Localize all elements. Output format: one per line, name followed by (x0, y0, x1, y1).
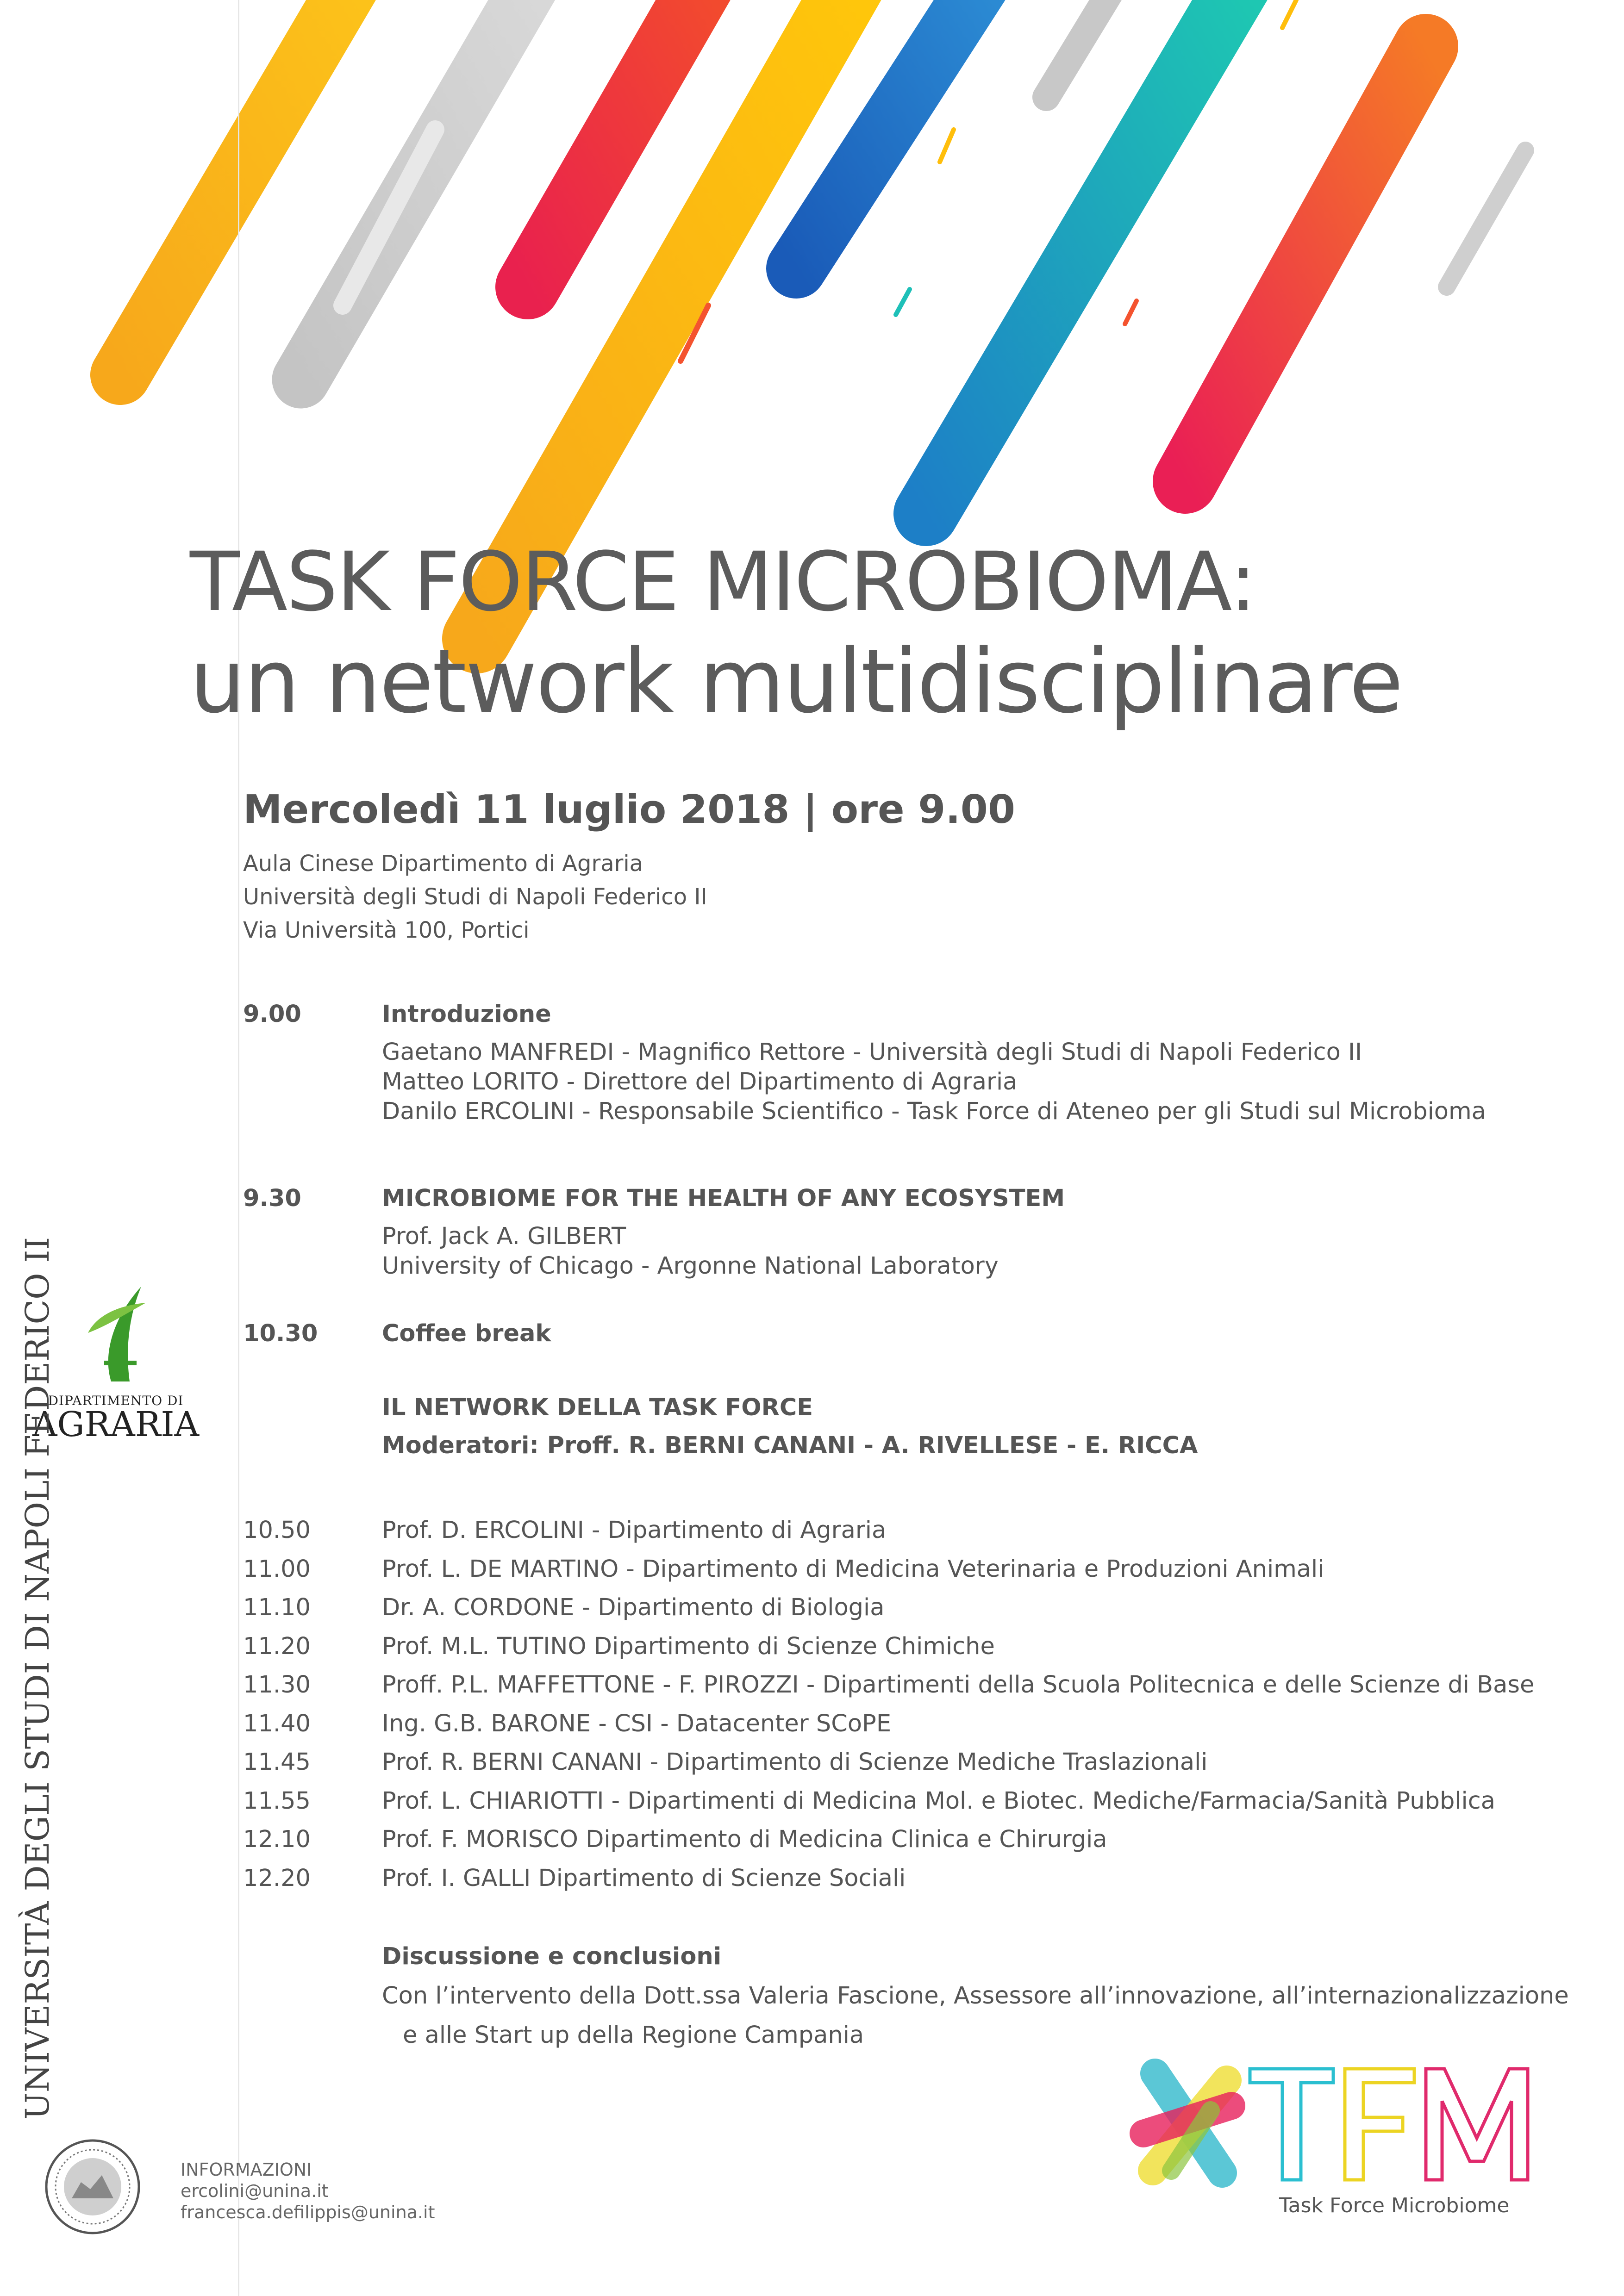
intro-title: Introduzione (382, 1001, 551, 1028)
agraria-line-2: AGRARIA (32, 1405, 200, 1444)
venue-line: Via Università 100, Portici (243, 917, 530, 943)
stripe-accent-5 (1282, 0, 1296, 28)
keynote-affiliation: University of Chicago - Argonne National Laboratory (382, 1252, 999, 1280)
event-date: Mercoledì 11 luglio 2018 | ore 9.00 (243, 787, 1016, 833)
coffee-title: Coffee break (382, 1320, 551, 1347)
page-title (190, 532, 1402, 731)
agraria-line-1: DIPARTIMENTO DI (48, 1393, 184, 1408)
talk-text: Prof. L. CHIARIOTTI - Dipartimenti di Medicina Mol. e Biotec. Mediche/Farmacia/Sanità Pubblica (382, 1787, 1495, 1815)
program-closing (382, 1937, 1569, 2055)
closing-line: e alle Start up della Regione Campania (403, 2022, 864, 2049)
talk-text: Prof. I. GALLI Dipartimento di Scienze Sociali (382, 1864, 906, 1892)
agraria-logo (32, 1282, 200, 1444)
stripe-coral (1185, 46, 1426, 481)
closing-title: Discussione e conclusioni (382, 1943, 722, 1970)
contact-info (181, 2159, 435, 2223)
intro-speaker: Matteo LORITO - Direttore del Dipartimento di Agraria (382, 1068, 1018, 1095)
talk-time: 11.45 (243, 1748, 311, 1776)
talk-text: Prof. D. ERCOLINI - Dipartimento di Agraria (382, 1517, 887, 1544)
talk-time: 11.00 (243, 1555, 311, 1583)
university-seal-icon (44, 2138, 141, 2235)
talk-text: Prof. F. MORISCO Dipartimento di Medicina Clinica e Chirurgia (382, 1826, 1107, 1853)
network-moderators: Moderatori: Proff. R. BERNI CANANI - A. RIVELLESE - E. RICCA (382, 1432, 1198, 1459)
keynote-speaker: Prof. Jack A. GILBERT (382, 1223, 626, 1250)
talk-text: Prof. L. DE MARTINO - Dipartimento di Medicina Veterinaria e Produzioni Animali (382, 1555, 1324, 1583)
talk-time: 11.40 (243, 1710, 311, 1737)
talk-text: Ing. G.B. BARONE - CSI - Datacenter SCoPE (382, 1710, 892, 1737)
talk-text: Prof. M.L. TUTINO Dipartimento di Scienze Chimiche (382, 1632, 995, 1660)
coffee-time: 10.30 (243, 1320, 318, 1347)
keynote-title: MICROBIOME FOR THE HEALTH OF ANY ECOSYSTEM (382, 1185, 1065, 1212)
info-label: INFORMAZIONI (181, 2159, 312, 2180)
intro-body (382, 1000, 1486, 1126)
intro-speaker: Gaetano MANFREDI - Magnifico Rettore - Università degli Studi di Napoli Federico II (382, 1039, 1362, 1066)
agraria-leaf-icon (60, 1282, 171, 1388)
intro-speaker: Danilo ERCOLINI - Responsabile Scientifico - Task Force di Ateneo per gli Studi sul Microbioma (382, 1098, 1486, 1125)
talk-time: 11.10 (243, 1594, 311, 1621)
tfm-tagline: Task Force Microbiome (1279, 2194, 1510, 2217)
venue-line: Aula Cinese Dipartimento di Agraria (243, 851, 643, 877)
info-email: ercolini@unina.it (181, 2181, 329, 2201)
stripe-accent-2 (940, 130, 954, 162)
keynote-body (382, 1184, 1065, 1281)
talk-time: 11.20 (243, 1632, 311, 1660)
closing-line: Con l’intervento della Dott.ssa Valeria Fascione, Assessore all’innovazione, all’internazionalizzazione (382, 1982, 1569, 2010)
tfm-x-icon (1143, 2073, 1231, 2173)
title-line-1: TASK FORCE MICROBIOMA: (190, 535, 1255, 629)
vertical-divider (238, 0, 239, 2296)
event-venue (243, 847, 707, 947)
talk-time: 11.55 (243, 1787, 311, 1815)
stripe-accent-3 (896, 289, 910, 315)
stripe-gray-small (1046, 0, 1111, 97)
talk-time: 11.30 (243, 1671, 311, 1699)
venue-line: Università degli Studi di Napoli Federico II (243, 884, 707, 910)
tfm-letters-icon (1250, 2069, 1528, 2180)
talk-time: 10.50 (243, 1517, 311, 1544)
stripe-gray-right (1447, 150, 1525, 287)
talk-text: Dr. A. CORDONE - Dipartimento di Biologia (382, 1594, 885, 1621)
talk-text: Prof. R. BERNI CANANI - Dipartimento di Scienze Mediche Traslazionali (382, 1748, 1208, 1776)
talk-time: 12.20 (243, 1864, 311, 1892)
title-line-2: un network multidisciplinare (190, 630, 1402, 733)
talk-text: Proff. P.L. MAFFETTONE - F. PIROZZI - Dipartimenti della Scuola Politecnica e delle Scienze di Base (382, 1671, 1535, 1699)
network-body (382, 1393, 1198, 1461)
keynote-time: 9.30 (243, 1185, 301, 1212)
talk-time: 12.10 (243, 1826, 311, 1853)
stripe-accent-4 (1125, 301, 1137, 324)
intro-time: 9.00 (243, 1001, 301, 1028)
info-email: francesca.defilippis@unina.it (181, 2202, 435, 2222)
network-title: IL NETWORK DELLA TASK FORCE (382, 1394, 813, 1421)
tfm-logo (1111, 2055, 1555, 2194)
university-name: UNIVERSITÀ DEGLI STUDI DI NAPOLI FEDERICO II (19, 1237, 56, 2120)
